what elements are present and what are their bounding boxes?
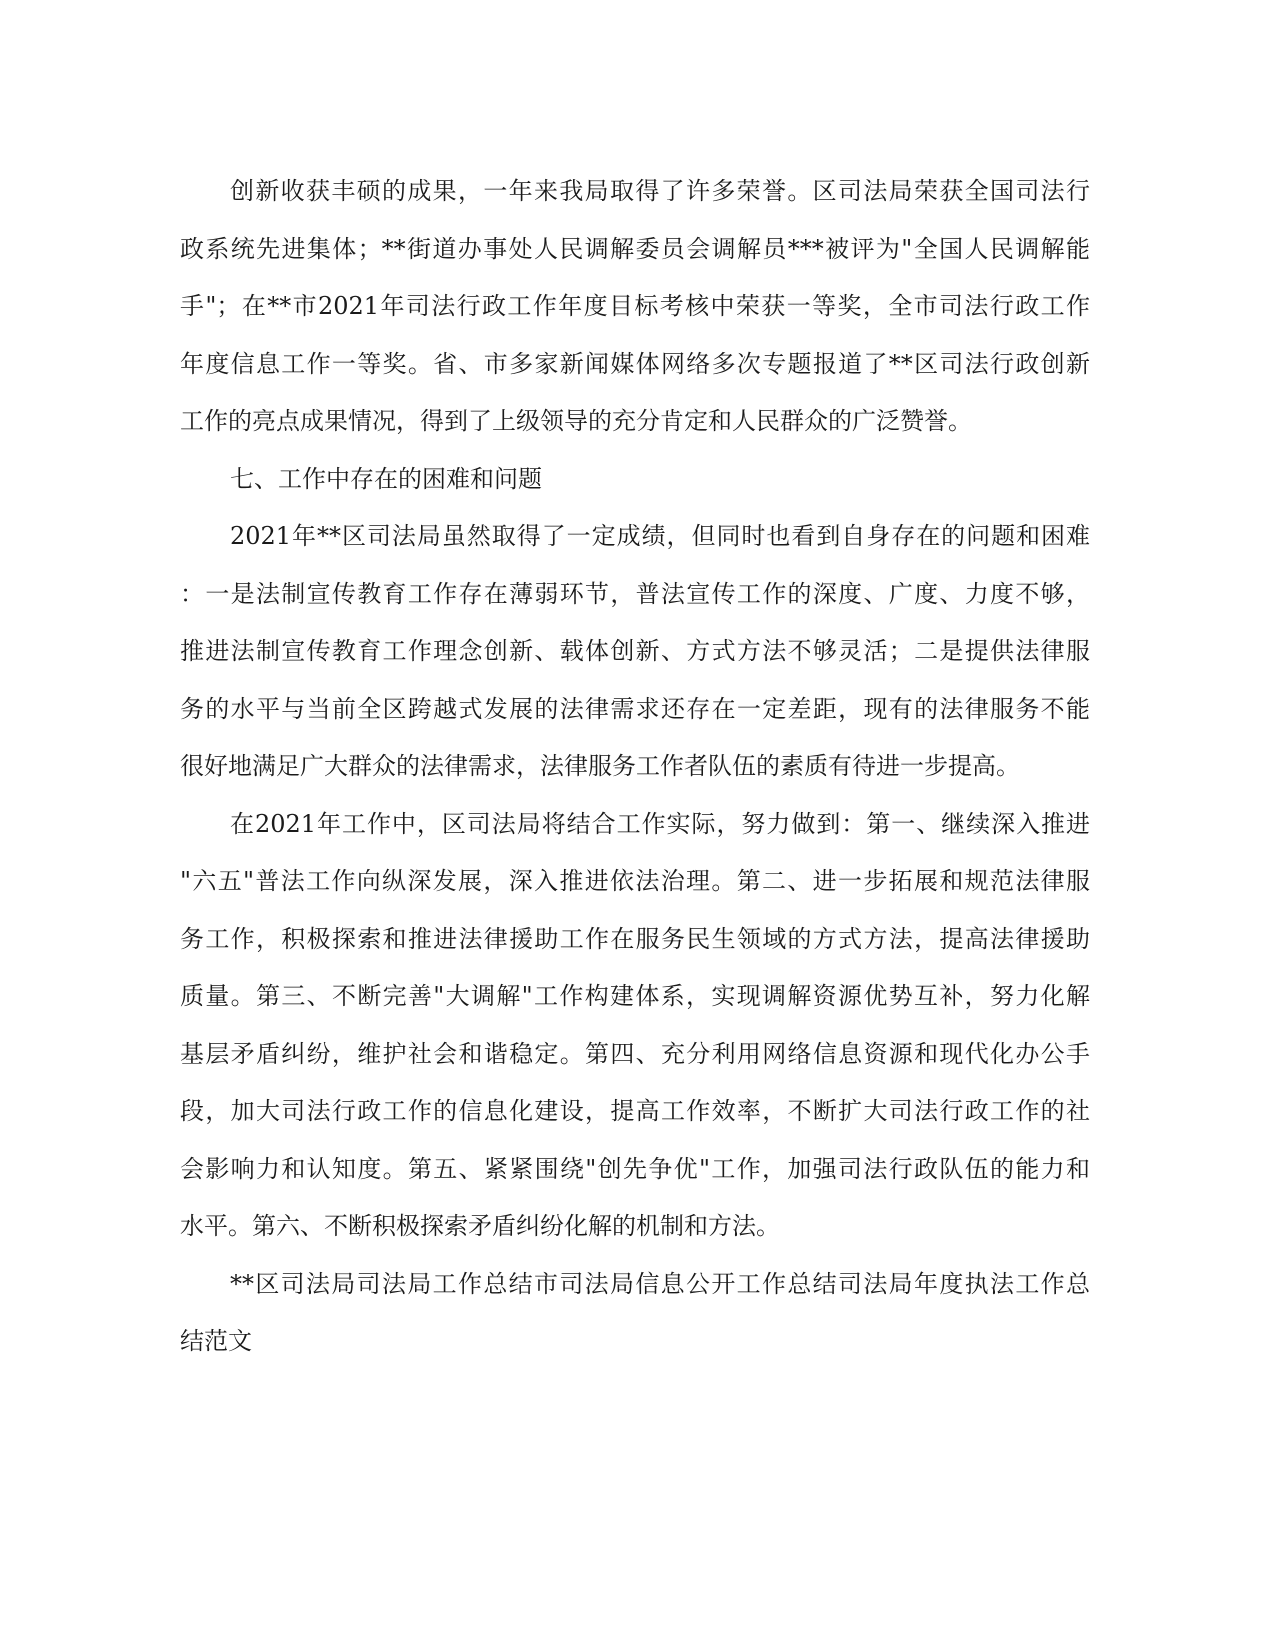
text-line: 创新收获丰硕的成果，一年来我局取得了许多荣誉。区司法局荣获全国司法行 (230, 177, 1090, 205)
text-line: **区司法局司法局工作总结市司法局信息公开工作总结司法局年度执法工作总 (230, 1269, 1090, 1298)
section-heading-text: 七、工作中存在的困难和问题 (230, 464, 542, 493)
text-line: 水平。第六、不断积极探索矛盾纠纷化解的机制和方法。 (180, 1212, 780, 1240)
section-heading (180, 451, 1090, 509)
text-line: 质量。第三、不断完善"大调解"工作构建体系，实现调解资源优势互补，努力化解 (180, 982, 1090, 1010)
paragraph-related-titles (180, 1256, 1090, 1371)
text-line: 年度信息工作一等奖。省、市多家新闻媒体网络多次专题报道了**区司法行政创新 (180, 349, 1090, 378)
text-line: ：一是法制宣传教育工作存在薄弱环节，普法宣传工作的深度、广度、力度不够， (180, 579, 1090, 608)
text-line: 在2021年工作中，区司法局将结合工作实际，努力做到：第一、继续深入推进 (230, 809, 1090, 838)
text-line: 很好地满足广大群众的法律需求，法律服务工作者队伍的素质有待进一步提高。 (180, 752, 1020, 780)
text-line: "六五"普法工作向纵深发展，深入推进依法治理。第二、进一步拓展和规范法律服 (180, 867, 1090, 895)
text-line: 工作的亮点成果情况，得到了上级领导的充分肯定和人民群众的广泛赞誉。 (180, 407, 972, 435)
text-line: 务工作，积极探索和推进法律援助工作在服务民生领域的方式方法，提高法律援助 (180, 924, 1090, 953)
document-body (180, 163, 1090, 1371)
text-line: 推进法制宣传教育工作理念创新、载体创新、方式方法不够灵活；二是提供法律服 (180, 637, 1090, 665)
text-line: 务的水平与当前全区跨越式发展的法律需求还存在一定差距，现有的法律服务不能 (180, 694, 1090, 723)
text-line: 段，加大司法行政工作的信息化建设，提高工作效率，不断扩大司法行政工作的社 (180, 1097, 1090, 1125)
paragraph-plans (180, 796, 1090, 1256)
paragraph-problems (180, 508, 1090, 796)
text-line: 政系统先进集体；**街道办事处人民调解委员会调解员***被评为"全国人民调解能 (180, 234, 1090, 263)
text-line: 会影响力和认知度。第五、紧紧围绕"创先争优"工作，加强司法行政队伍的能力和 (180, 1154, 1090, 1183)
text-line: 手"；在**市2021年司法行政工作年度目标考核中荣获一等奖，全市司法行政工作 (180, 292, 1090, 320)
text-line: 基层矛盾纠纷，维护社会和谐稳定。第四、充分利用网络信息资源和现代化办公手 (180, 1039, 1090, 1068)
paragraph-honors (180, 163, 1090, 451)
text-line: 2021年**区司法局虽然取得了一定成绩，但同时也看到自身存在的问题和困难 (230, 522, 1090, 550)
text-line: 结范文 (180, 1327, 252, 1355)
